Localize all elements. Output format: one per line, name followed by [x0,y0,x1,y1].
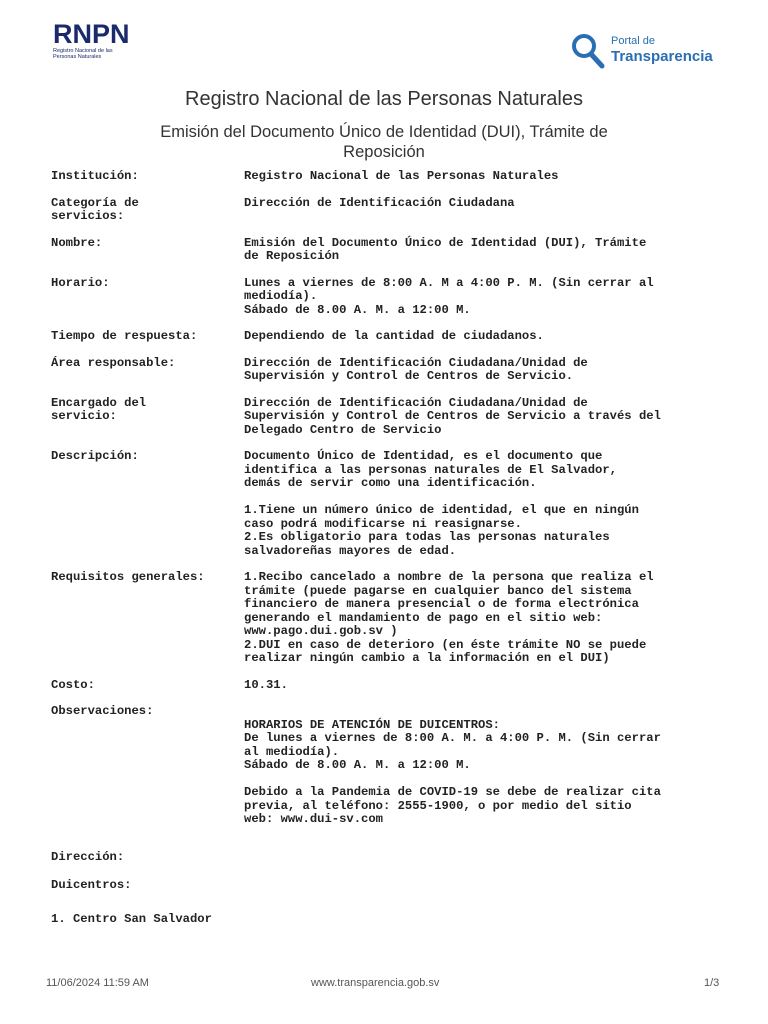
row-value: Dirección de Identificación Ciudadana/Unidad de Supervisión y Control de Centros de Servicio a través del Delegado Centro de Servicio [244,395,661,437]
duicentros-label: Duicentros: [51,878,132,892]
row-encargado [51,397,731,438]
row-value: Documento Único de Identidad, es el documento que identifica a las personas naturales de El Salvador, demás de servir como una identificación. 1.Tiene un número único de identidad, el que en ningún caso podrá modificarse ni reasignarse. 2.Es obligatorio para todas las personas naturales salvadoreñas mayores de edad. [244,449,639,558]
row-value: 10.31. [244,677,288,692]
logo-subtext: Registro Nacional de las Personas Naturales [53,48,113,60]
row-label: Área responsable: [51,355,176,370]
row-label: Observaciones: [51,704,154,718]
footer-url: www.transparencia.gob.sv [311,977,440,989]
row-value: Emisión del Documento Único de Identidad (DUI), Trámite de Reposición [244,235,647,263]
row-requisitos [51,571,731,666]
info-table [51,170,731,926]
row-value: Dirección de Identificación Ciudadana/Unidad de Supervisión y Control de Centros de Servicio. [244,355,588,383]
row-value: Registro Nacional de las Personas Naturales [244,169,559,183]
row-categoria [51,197,731,224]
page-subtitle: Emisión del Documento Único de Identidad (DUI), Trámite de Reposición [160,123,608,161]
row-label: Institución: [51,169,139,183]
footer-datetime: 11/06/2024 11:59 AM [46,977,149,989]
transparencia-label: Transparencia [611,48,713,65]
row-value: Dependiendo de la cantidad de ciudadanos. [244,329,544,343]
row-label: Descripción: [51,449,139,463]
logo-text: RNPN [53,19,130,49]
row-label: Encargado del servicio: [51,395,147,423]
rnpn-logo [53,20,153,60]
row-value: Lunes a viernes de 8:00 A. M a 4:00 P. M. (Sin cerrar al mediodía). Sábado de 8.00 A. M. a 12:00 M. [244,275,654,317]
row-nombre [51,237,731,264]
row-label: Nombre: [51,235,103,250]
centro-item: 1. Centro San Salvador [51,911,212,926]
row-label: Tiempo de respuesta: [51,329,198,343]
row-costo [51,679,731,693]
search-icon [570,32,606,70]
row-value: Dirección de Identificación Ciudadana [244,195,515,210]
row-horario [51,277,731,318]
row-area [51,357,731,384]
row-value: 1.Recibo cancelado a nombre de la persona que realiza el trámite (puede pagarse en cualquier banco del sistema financiero de manera presencial o de forma electrónica generando el mandamiento de pago en el sitio web: www.pago.dui.gob.sv ) 2.DUI en caso de deterioro (en éste trámite NO se puede realizar ningún cambio a la información en el DUI) [244,570,654,665]
row-label: Costo: [51,677,95,692]
row-label: Requisitos generales: [51,570,205,584]
row-value: HORARIOS DE ATENCIÓN DE DUICENTROS: De lunes a viernes de 8:00 A. M. a 4:00 P. M. (Sin cerrar al mediodía). Sábado de 8.00 A. M. a 12:00 M. Debido a la Pandemia de COVID-19 se debe de realizar cita previa, al teléfono: 2555-1900, o por medio del sitio web: www.dui-sv.com [244,717,661,826]
row-tiempo [51,330,731,344]
direccion-label: Dirección: [51,849,125,864]
row-descripcion [51,450,731,558]
row-institucion [51,170,731,184]
portal-label: Portal de [611,35,656,47]
footer-page-number: 1/3 [704,977,720,989]
row-label: Categoría de servicios: [51,195,139,223]
row-label: Horario: [51,275,110,290]
row-observaciones [51,705,731,827]
page-title: Registro Nacional de las Personas Naturales [185,88,583,110]
